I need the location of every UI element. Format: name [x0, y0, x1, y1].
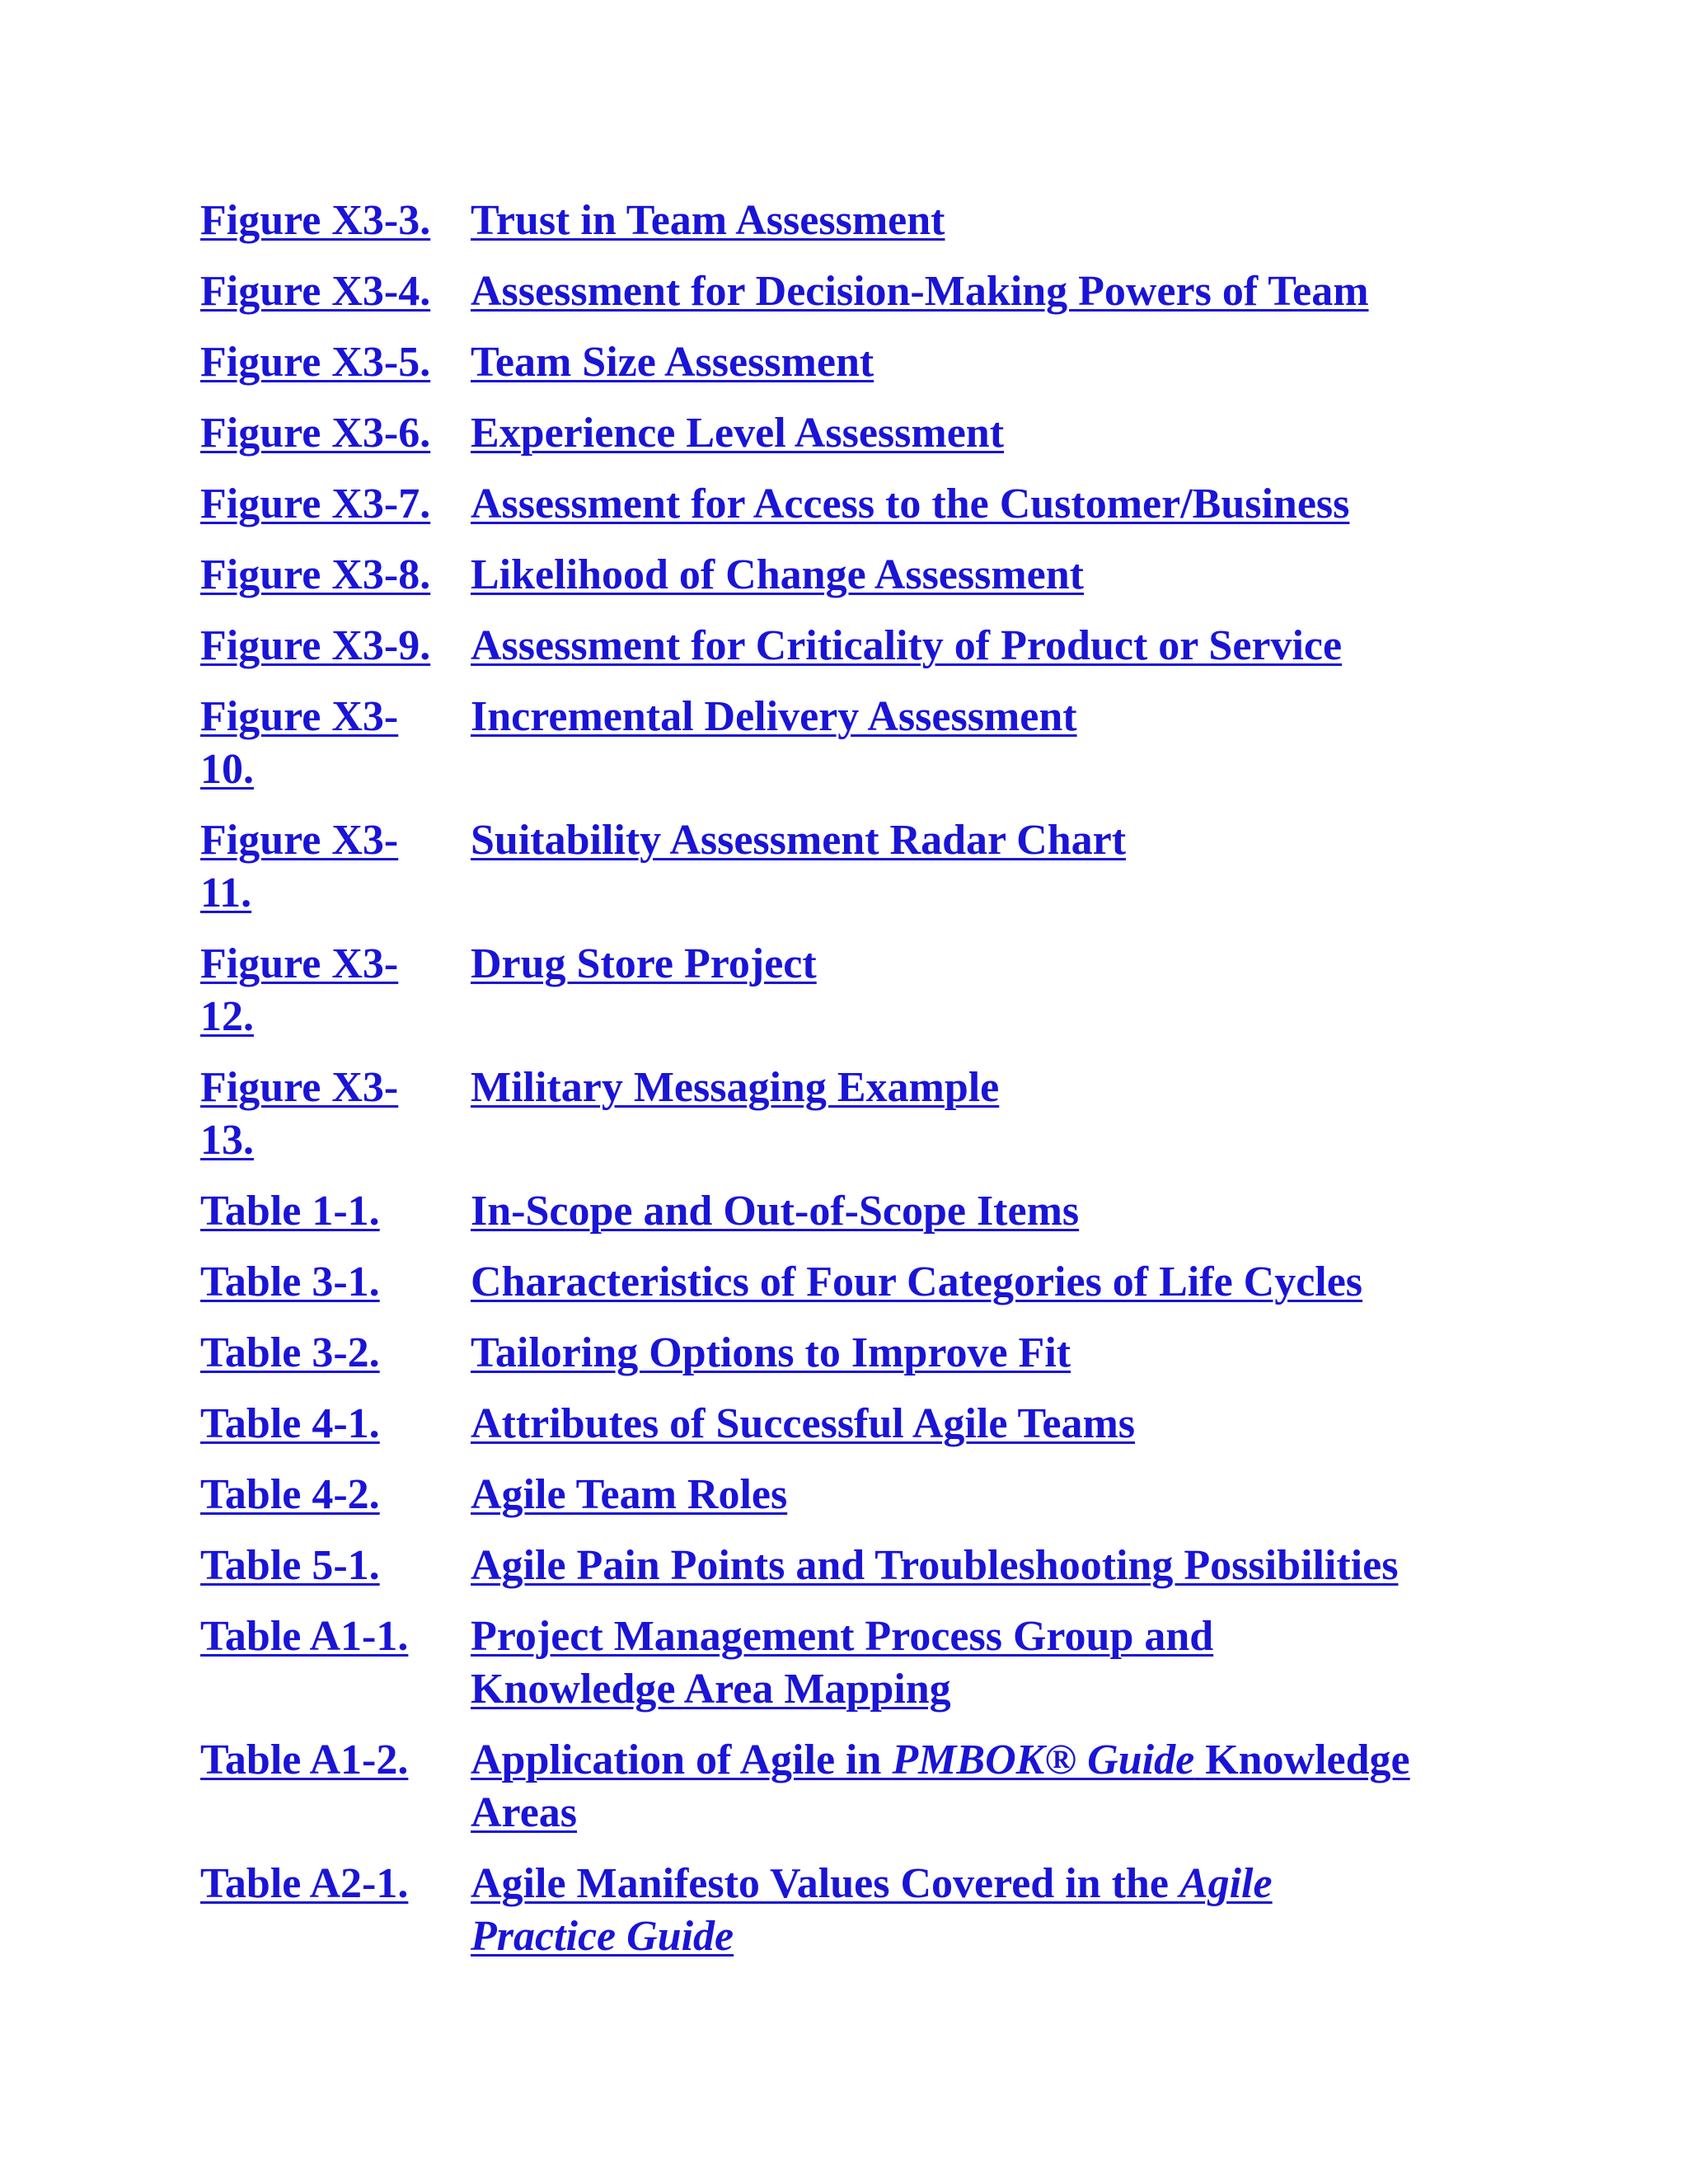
toc-entry-title-link[interactable]: Agile Pain Points and Troubleshooting Possibilities	[471, 1542, 1399, 1589]
title-text: Agile Manifesto Values Covered in the	[471, 1860, 1179, 1907]
toc-entry	[200, 1469, 1486, 1521]
toc-entry	[200, 1734, 1486, 1840]
toc-entry	[200, 265, 1486, 318]
toc-entry	[200, 1858, 1486, 1963]
toc-entry	[200, 1540, 1486, 1592]
toc-entry	[200, 1062, 1486, 1167]
toc-entry	[200, 691, 1486, 796]
toc-entry-title-link[interactable]: Tailoring Options to Improve Fit	[471, 1329, 1071, 1376]
toc-entry	[200, 336, 1486, 389]
toc-entry-title-link[interactable]: Experience Level Assessment	[471, 410, 1005, 457]
toc-entry	[200, 407, 1486, 460]
label-line-1: Figure X3-	[200, 693, 399, 740]
toc-entry-title-link[interactable]: Characteristics of Four Categories of Life Cycles	[471, 1258, 1363, 1305]
toc-entry-label-link[interactable]: Figure X3-9.	[200, 622, 431, 669]
toc-entry	[200, 1256, 1486, 1309]
toc-entry-label-link[interactable]: Table 1-1.	[200, 1188, 380, 1235]
title-italic-text: PMBOK® Guide	[892, 1736, 1195, 1783]
toc-entry-label-link[interactable]: Figure X3-7.	[200, 480, 431, 527]
toc-entry-label-link[interactable]: Table 3-2.	[200, 1329, 380, 1376]
toc-entry-title-link[interactable]: Likelihood of Change Assessment	[471, 551, 1084, 598]
toc-entry	[200, 1398, 1486, 1451]
toc-entry-title-link[interactable]: Assessment for Decision-Making Powers of Team	[471, 268, 1369, 315]
toc-entry-label-link[interactable]: Table 4-2.	[200, 1471, 380, 1518]
toc-entry-label-link[interactable]	[200, 814, 461, 920]
label-line-2: 11.	[200, 869, 252, 916]
label-line-1: Figure X3-	[200, 1064, 399, 1111]
title-italic-text: Agile	[1179, 1860, 1273, 1907]
title-line-2: Knowledge Area Mapping	[471, 1666, 951, 1713]
toc-entry-title-link[interactable]: Trust in Team Assessment	[471, 197, 945, 244]
toc-entry-title-link[interactable]: In-Scope and Out-of-Scope Items	[471, 1188, 1080, 1235]
toc-entry-title-link[interactable]: Military Messaging Example	[471, 1064, 1000, 1111]
toc-entry-label-link[interactable]: Table A1-2.	[200, 1736, 409, 1783]
title-text: Knowledge	[1194, 1736, 1410, 1783]
toc-entry	[200, 1327, 1486, 1380]
toc-entry-label-link[interactable]: Figure X3-4.	[200, 268, 431, 315]
label-line-1: Figure X3-	[200, 940, 399, 987]
toc-entry-label-link[interactable]: Table 5-1.	[200, 1542, 380, 1589]
toc-entry-title-link[interactable]: Drug Store Project	[471, 940, 817, 987]
toc-entry-label-link[interactable]: Figure X3-8.	[200, 551, 431, 598]
toc-entry-label-link[interactable]: Table 4-1.	[200, 1400, 380, 1447]
toc-entry-title-link[interactable]: Attributes of Successful Agile Teams	[471, 1400, 1135, 1447]
toc-entry	[200, 1610, 1486, 1716]
toc-entry	[200, 194, 1486, 247]
title-italic-line-2: Practice Guide	[471, 1913, 734, 1960]
toc-entry	[200, 620, 1486, 673]
toc-entry-title-link[interactable]	[471, 1860, 1273, 1960]
title-text: Application of Agile in	[471, 1736, 893, 1783]
toc-entry	[200, 938, 1486, 1043]
label-line-1: Figure X3-	[200, 817, 399, 864]
toc-entry	[200, 1185, 1486, 1238]
toc-entry	[200, 549, 1486, 602]
toc-entry-label-link[interactable]: Figure X3-6.	[200, 410, 431, 457]
toc-entry-title-link[interactable]: Suitability Assessment Radar Chart	[471, 817, 1127, 864]
toc-entry-label-link[interactable]	[200, 1062, 461, 1167]
toc-entry-title-link[interactable]: Incremental Delivery Assessment	[471, 693, 1077, 740]
toc-entry-label-link[interactable]: Figure X3-5.	[200, 339, 431, 386]
toc-entry-title-link[interactable]: Assessment for Criticality of Product or Service	[471, 622, 1343, 669]
label-line-2: 12.	[200, 993, 254, 1040]
toc-entry-label-link[interactable]: Table A1-1.	[200, 1613, 409, 1660]
toc-entry-label-link[interactable]	[200, 938, 461, 1043]
toc-entry-title-link[interactable]	[471, 1613, 1213, 1713]
toc-entry-title-link[interactable]: Team Size Assessment	[471, 339, 874, 386]
table-of-contents-list	[200, 194, 1486, 1981]
toc-entry-title-link[interactable]: Assessment for Access to the Customer/Business	[471, 480, 1350, 527]
toc-entry-label-link[interactable]: Figure X3-3.	[200, 197, 431, 244]
toc-entry-title-link[interactable]	[471, 1736, 1410, 1836]
toc-entry-label-link[interactable]: Table 3-1.	[200, 1258, 380, 1305]
title-line-1: Project Management Process Group and	[471, 1613, 1214, 1660]
toc-entry	[200, 478, 1486, 531]
toc-entry-title-link[interactable]: Agile Team Roles	[471, 1471, 788, 1518]
label-line-2: 10.	[200, 746, 254, 793]
toc-entry-label-link[interactable]	[200, 691, 461, 796]
toc-entry-label-link[interactable]: Table A2-1.	[200, 1860, 409, 1907]
title-line-2: Areas	[471, 1789, 578, 1836]
label-line-2: 13.	[200, 1117, 254, 1164]
toc-entry	[200, 814, 1486, 920]
